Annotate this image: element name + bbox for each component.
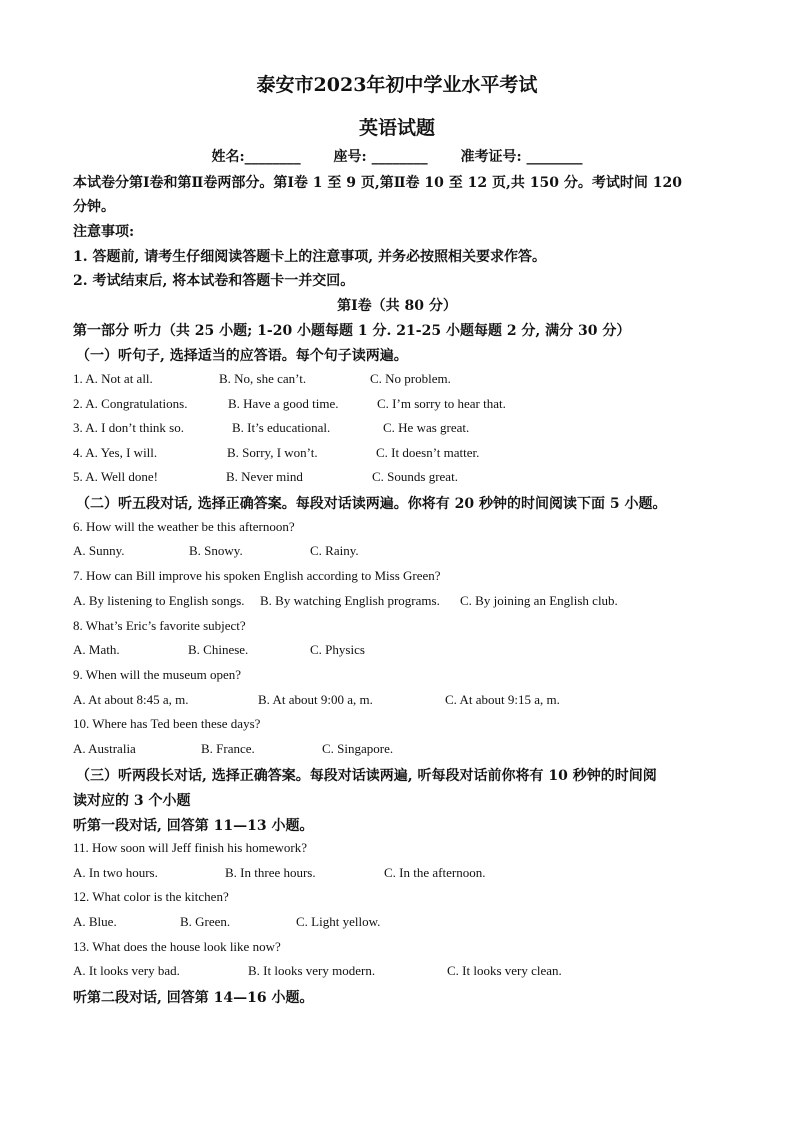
dialog-1-title: 听第一段对话, 回答第 11—13 小题。 — [73, 818, 314, 834]
q10-option-b: B. France. — [201, 741, 255, 756]
q13-stem: 13. What does the house look like now? — [73, 939, 281, 954]
q5-option-a: 5. A. Well done! — [73, 469, 159, 484]
q11-option-c: C. In the afternoon. — [384, 865, 486, 880]
q1-option-a: 1. A. Not at all. — [73, 371, 153, 386]
q3-option-b: B. It’s educational. — [232, 420, 331, 435]
seat-field-label: 座号: ________ — [333, 149, 428, 165]
q8-option-a: A. Math. — [73, 642, 120, 657]
q8-option-b: B. Chinese. — [188, 642, 249, 657]
q9-option-a: A. At about 8:45 a, m. — [73, 692, 189, 707]
q12-stem: 12. What color is the kitchen? — [73, 889, 229, 904]
q1-option-b: B. No, she can’t. — [219, 371, 307, 386]
exam-subtitle: 英语试题 — [358, 117, 435, 139]
name-field-label: 姓名:________ — [211, 149, 301, 165]
dialog-2-title: 听第二段对话, 回答第 14—16 小题。 — [73, 990, 314, 1006]
q11-stem: 11. How soon will Jeff finish his homework? — [73, 840, 307, 855]
q3-option-c: C. He was great. — [383, 420, 470, 435]
section-2-heading: （二）听五段对话, 选择正确答案。每段对话读两遍。你将有 20 秒钟的时间阅读下面 5 小题。 — [76, 496, 667, 512]
q12-option-a: A. Blue. — [73, 914, 117, 929]
q5-option-b: B. Never mind — [226, 469, 303, 484]
section-1-heading: （一）听句子, 选择适当的应答语。每个句子读两遍。 — [76, 348, 408, 364]
q6-option-b: B. Snowy. — [189, 543, 243, 558]
note-2: 2. 考试结束后, 将本试卷和答题卡一并交回。 — [73, 273, 355, 289]
q2-option-b: B. Have a good time. — [228, 396, 339, 411]
q4-option-a: 4. A. Yes, I will. — [73, 445, 158, 460]
q10-option-c: C. Singapore. — [322, 741, 394, 756]
q8-option-c: C. Physics — [310, 642, 365, 657]
q7-option-a: A. By listening to English songs. — [73, 593, 245, 608]
volume-1-title: 第Ⅰ卷（共 80 分） — [337, 298, 457, 314]
intro-line-1: 本试卷分第Ⅰ卷和第Ⅱ卷两部分。第Ⅰ卷 1 至 9 页,第Ⅱ卷 10 至 12 页,共 150 分。考试时间 120 — [73, 175, 682, 191]
notes-title: 注意事项: — [73, 224, 135, 240]
q12-option-c: C. Light yellow. — [296, 914, 381, 929]
candidate-info-row — [0, 146, 794, 166]
q13-option-c: C. It looks very clean. — [447, 963, 562, 978]
section-3-heading-line-2: 读对应的 3 个小题 — [73, 793, 191, 809]
q3-option-a: 3. A. I don’t think so. — [73, 420, 184, 435]
q10-option-a: A. Australia — [73, 741, 136, 756]
q13-option-b: B. It looks very modern. — [248, 963, 376, 978]
q7-stem: 7. How can Bill improve his spoken English according to Miss Green? — [73, 568, 441, 583]
section-3-heading-line-1: （三）听两段长对话, 选择正确答案。每段对话读两遍, 听每段对话前你将有 10 秒钟的时间阅 — [76, 768, 657, 784]
q2-option-c: C. I’m sorry to hear that. — [377, 396, 506, 411]
q7-option-b: B. By watching English programs. — [260, 593, 440, 608]
q9-option-c: C. At about 9:15 a, m. — [445, 692, 560, 707]
q9-option-b: B. At about 9:00 a, m. — [258, 692, 373, 707]
exam-number-field-label: 准考证号: ________ — [460, 149, 583, 165]
q1-option-c: C. No problem. — [370, 371, 451, 386]
q13-option-a: A. It looks very bad. — [73, 963, 180, 978]
q8-stem: 8. What’s Eric’s favorite subject? — [73, 618, 246, 633]
q12-option-b: B. Green. — [180, 914, 231, 929]
intro-line-2: 分钟。 — [73, 199, 115, 215]
q4-option-b: B. Sorry, I won’t. — [227, 445, 318, 460]
q5-option-c: C. Sounds great. — [372, 469, 458, 484]
q6-option-a: A. Sunny. — [73, 543, 125, 558]
q11-option-a: A. In two hours. — [73, 865, 158, 880]
q9-stem: 9. When will the museum open? — [73, 667, 242, 682]
q10-stem: 10. Where has Ted been these days? — [73, 716, 261, 731]
exam-title: 泰安市2023年初中学业水平考试 — [256, 74, 538, 96]
q7-option-c: C. By joining an English club. — [460, 593, 618, 608]
part-1-title: 第一部分 听力（共 25 小题; 1-20 小题每题 1 分. 21-25 小题每题 2 分, 满分 30 分） — [73, 323, 631, 339]
q11-option-b: B. In three hours. — [225, 865, 316, 880]
q2-option-a: 2. A. Congratulations. — [73, 396, 188, 411]
note-1: 1. 答题前, 请考生仔细阅读答题卡上的注意事项, 并务必按照相关要求作答。 — [73, 249, 546, 265]
q6-stem: 6. How will the weather be this afternoon? — [73, 519, 295, 534]
q6-option-c: C. Rainy. — [310, 543, 359, 558]
q4-option-c: C. It doesn’t matter. — [376, 445, 480, 460]
